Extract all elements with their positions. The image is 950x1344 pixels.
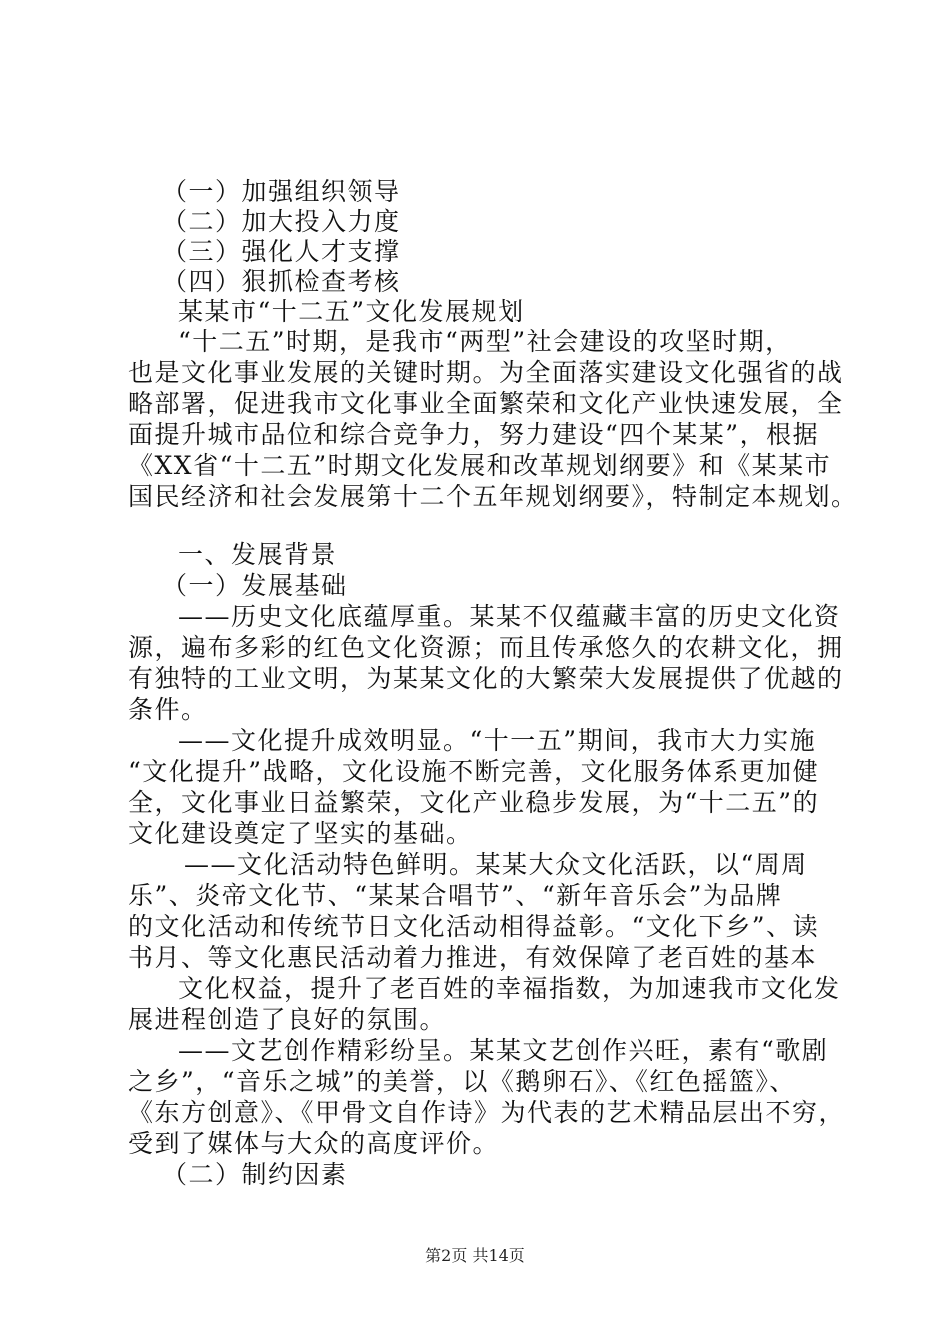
body-line: 展进程创造了良好的氛围。 [128,1005,447,1034]
body-line: 面提升城市品位和综合竞争力，努力建设“四个某某”，根据 [128,420,820,449]
body-line: 之乡”，“音乐之城”的美誉，以《鹅卵石》、《红色摇篮》、 [128,1067,796,1096]
body-line: ——文艺创作精彩纷呈。某某文艺创作兴旺，素有“歌剧 [178,1036,829,1065]
body-line: “文化提升”战略，文化设施不断完善，文化服务体系更加健 [128,757,820,786]
body-line: （一）加强组织领导 [162,177,401,206]
body-line: 文化建设奠定了坚实的基础。 [128,819,473,848]
body-line: 《XX省“十二五”时期文化发展和改革规划纲要》和《某某市 [128,451,832,480]
body-line: 国民经济和社会发展第十二个五年规划纲要》，特制定本规划。 [128,482,858,511]
subsection-heading: （二）制约因素 [162,1160,348,1189]
body-line: 也是文化事业发展的关键时期。为全面落实建设文化强省的战 [128,358,844,387]
body-line: 受到了媒体与大众的高度评价。 [128,1129,500,1158]
body-line: 书月、等文化惠民活动着力推进，有效保障了老百姓的基本 [128,943,818,972]
subsection-heading: （一）发展基础 [162,571,348,600]
body-line: “十二五”时期，是我市“两型”社会建设的攻坚时期， [178,327,792,356]
body-line: ——文化提升成效明显。“十一五”期间，我市大力实施 [178,726,817,755]
body-line: 条件。 [128,695,208,724]
body-line: 全，文化事业日益繁荣，文化产业稳步发展，为“十二五”的 [128,788,820,817]
body-line: 《东方创意》、《甲骨文自作诗》为代表的艺术精品层出不穷， [128,1098,846,1127]
body-line: ——文化活动特色鲜明。某某大众文化活跃，以“周周 [184,850,808,879]
body-line: （二）加大投入力度 [162,207,401,236]
body-line: 的文化活动和传统节日文化活动相得益彰。“文化下乡”、读 [128,912,820,941]
body-line: 略部署，促进我市文化事业全面繁荣和文化产业快速发展，全 [128,389,844,418]
body-line: 文化权益，提升了老百姓的幸福指数，为加速我市文化发 [178,974,841,1003]
document-title: 某某市“十二五”文化发展规划 [178,297,525,326]
section-heading: 一、发展背景 [178,540,338,569]
body-line: 乐”、炎帝文化节、“某某合唱节”、“新年音乐会”为品牌 [128,881,783,910]
body-line: 源，遍布多彩的红色文化资源；而且传承悠久的农耕文化，拥 [128,633,844,662]
page-footer: 第2页 共14页 [425,1246,525,1265]
body-line: （三）强化人才支撑 [162,237,401,266]
body-line: （四）狠抓检查考核 [162,267,401,296]
body-line: 有独特的工业文明，为某某文化的大繁荣大发展提供了优越的 [128,664,844,693]
body-line: ——历史文化底蕴厚重。某某不仅蕴藏丰富的历史文化资 [178,602,841,631]
